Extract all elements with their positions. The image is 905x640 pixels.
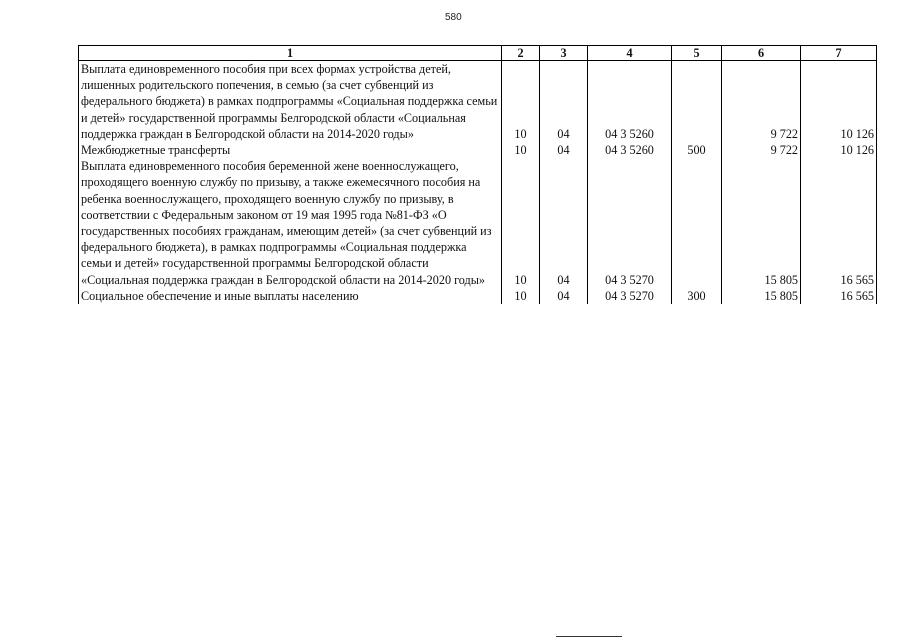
row-target-article: 04 3 5260 bbox=[588, 61, 672, 143]
table-row bbox=[79, 142, 877, 158]
row-subsection-code: 04 bbox=[540, 288, 588, 304]
row-amount-year-1: 15 805 bbox=[722, 158, 801, 288]
row-section-code: 10 bbox=[502, 158, 540, 288]
header-col-4: 4 bbox=[588, 46, 672, 61]
row-amount-year-1: 9 722 bbox=[722, 61, 801, 143]
header-col-3: 3 bbox=[540, 46, 588, 61]
row-amount-year-1: 9 722 bbox=[722, 142, 801, 158]
table-row bbox=[79, 288, 877, 304]
row-amount-year-2: 16 565 bbox=[801, 158, 877, 288]
header-col-2: 2 bbox=[502, 46, 540, 61]
table-header-row bbox=[79, 46, 877, 61]
row-target-article: 04 3 5270 bbox=[588, 288, 672, 304]
row-amount-year-1: 15 805 bbox=[722, 288, 801, 304]
header-col-1: 1 bbox=[79, 46, 502, 61]
footer-divider bbox=[556, 636, 622, 637]
row-section-code: 10 bbox=[502, 288, 540, 304]
row-name: Выплата единовременного пособия при всех формах устройства детей, лишенных родительского попечения, в семью (за счет субвенций из федерального бюджета) в рамках подпрограммы «Социальная поддержка семьи и детей» государственной программы Белгородской области «Социальная поддержка граждан в Белгородской области на 2014-2020 годы» bbox=[79, 61, 502, 143]
page-number: 580 bbox=[445, 12, 462, 23]
row-section-code: 10 bbox=[502, 142, 540, 158]
table-row bbox=[79, 158, 877, 288]
row-name: Социальное обеспечение и иные выплаты населению bbox=[79, 288, 502, 304]
budget-table bbox=[78, 45, 877, 304]
row-subsection-code: 04 bbox=[540, 142, 588, 158]
header-col-7: 7 bbox=[801, 46, 877, 61]
row-section-code: 10 bbox=[502, 61, 540, 143]
row-name: Выплата единовременного пособия беременной жене военнослужащего, проходящего военную службу по призыву, а также ежемесячного пособия на ребенка военнослужащего, проходящего военную службу по призыву, в соответствии с Федеральным законом от 19 мая 1995 года №81-ФЗ «О государственных пособиях гражданам, имеющим детей» (за счет субвенций из федерального бюджета), в рамках подпрограммы «Социальная поддержка семьи и детей» государственной программы Белгородской области «Социальная поддержка граждан в Белгородской области на 2014-2020 годы» bbox=[79, 158, 502, 288]
table-row bbox=[79, 61, 877, 143]
row-expense-type bbox=[672, 158, 722, 288]
row-amount-year-2: 10 126 bbox=[801, 61, 877, 143]
row-amount-year-2: 16 565 bbox=[801, 288, 877, 304]
row-target-article: 04 3 5270 bbox=[588, 158, 672, 288]
header-col-5: 5 bbox=[672, 46, 722, 61]
row-subsection-code: 04 bbox=[540, 158, 588, 288]
row-expense-type: 500 bbox=[672, 142, 722, 158]
row-expense-type bbox=[672, 61, 722, 143]
header-col-6: 6 bbox=[722, 46, 801, 61]
row-amount-year-2: 10 126 bbox=[801, 142, 877, 158]
row-name: Межбюджетные трансферты bbox=[79, 142, 502, 158]
row-subsection-code: 04 bbox=[540, 61, 588, 143]
row-target-article: 04 3 5260 bbox=[588, 142, 672, 158]
row-expense-type: 300 bbox=[672, 288, 722, 304]
